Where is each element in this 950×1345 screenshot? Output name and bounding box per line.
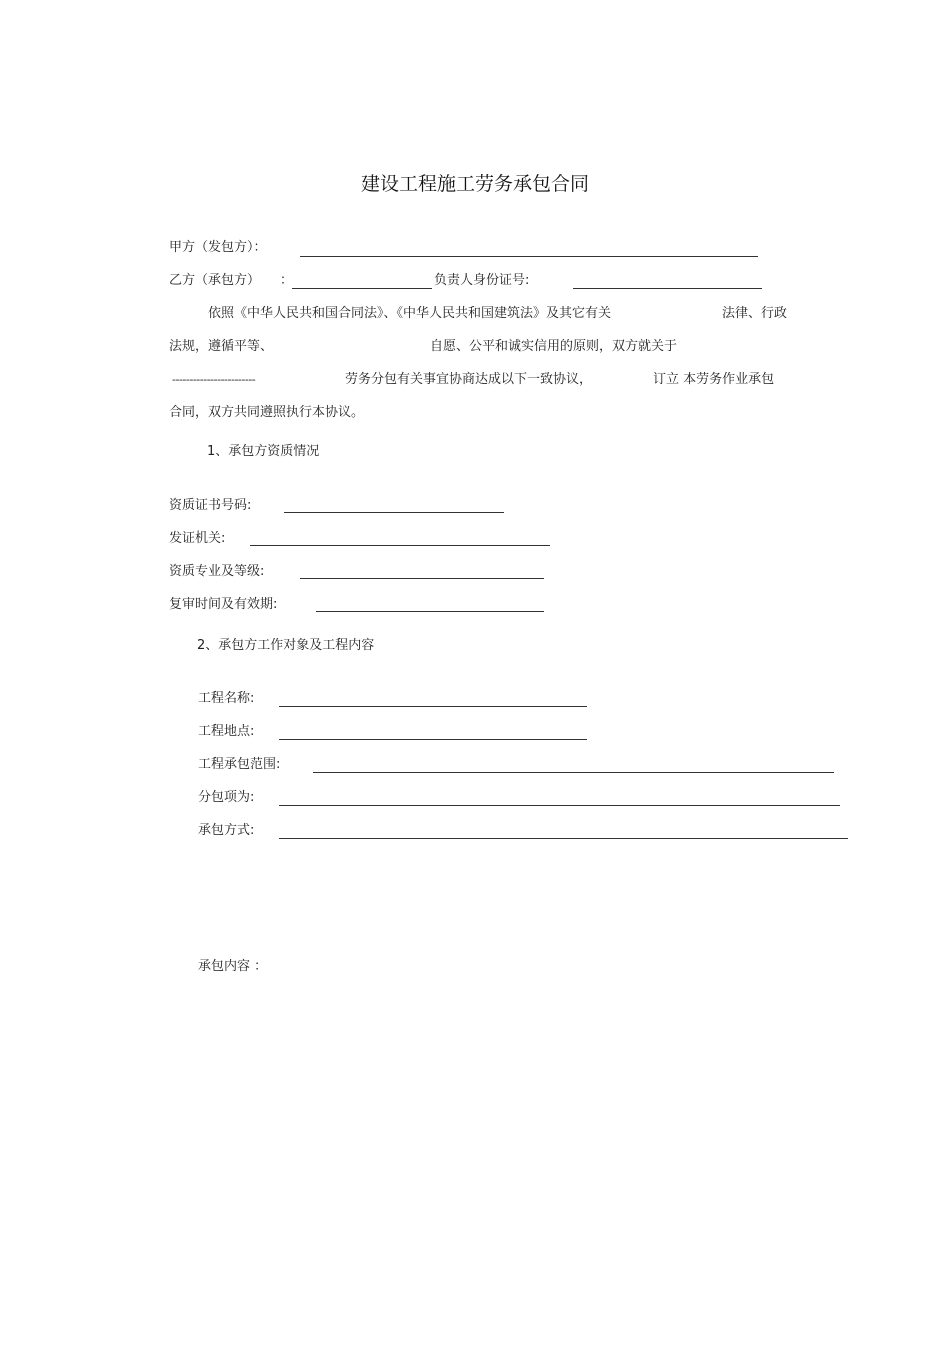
- id-number-blank[interactable]: [573, 288, 762, 289]
- para-line1a: 依照《中华人民共和国合同法》、《中华人民共和国建筑法》及其它有关: [208, 306, 612, 321]
- id-number-label: 负责人身份证号:: [434, 273, 530, 288]
- scope-label: 工程承包范围:: [198, 757, 281, 772]
- content-label: 承包内容 ：: [198, 959, 268, 974]
- project-name-label: 工程名称:: [198, 691, 255, 706]
- major-grade-label: 资质专业及等级:: [169, 564, 265, 579]
- cert-number-blank[interactable]: [284, 512, 504, 513]
- method-label: 承包方式:: [198, 823, 255, 838]
- para-line3-dashes: ------------------------: [172, 373, 256, 386]
- party-b-colon: ：: [280, 273, 294, 288]
- sub-item-label: 分包项为:: [198, 790, 255, 805]
- method-blank[interactable]: [279, 838, 848, 839]
- issuer-blank[interactable]: [250, 545, 550, 546]
- para-line2a: 法规，遵循平等、: [169, 339, 274, 354]
- document-title: 建设工程施工劳务承包合同: [360, 173, 589, 195]
- project-site-label: 工程地点:: [198, 724, 255, 739]
- scope-blank[interactable]: [313, 772, 834, 773]
- project-name-blank[interactable]: [279, 706, 587, 707]
- project-site-blank[interactable]: [279, 739, 587, 740]
- section1-heading: 1、承包方资质情况: [207, 444, 320, 459]
- party-a-label: 甲方（发包方）：: [169, 240, 267, 255]
- issuer-label: 发证机关:: [169, 531, 226, 546]
- para-line3b: 劳务分包有关事宜协商达成以下一致协议，: [345, 372, 593, 387]
- party-b-label: 乙方（承包方）: [169, 273, 261, 288]
- review-validity-label: 复审时间及有效期:: [169, 597, 278, 612]
- para-line1b: 法律、行政: [722, 306, 788, 321]
- para-line3c: 订立 本劳务作业承包: [653, 372, 775, 387]
- para-line2b: 自愿、公平和诚实信用的原则，双方就关于: [430, 339, 678, 354]
- para-line4: 合同，双方共同遵照执行本协议。: [169, 405, 365, 420]
- review-validity-blank[interactable]: [316, 611, 544, 612]
- sub-item-blank[interactable]: [279, 805, 840, 806]
- party-b-blank[interactable]: [292, 288, 432, 289]
- party-a-blank[interactable]: [300, 256, 758, 257]
- major-grade-blank[interactable]: [300, 578, 544, 579]
- section2-heading: 2、承包方工作对象及工程内容: [197, 638, 375, 653]
- cert-number-label: 资质证书号码:: [169, 498, 252, 513]
